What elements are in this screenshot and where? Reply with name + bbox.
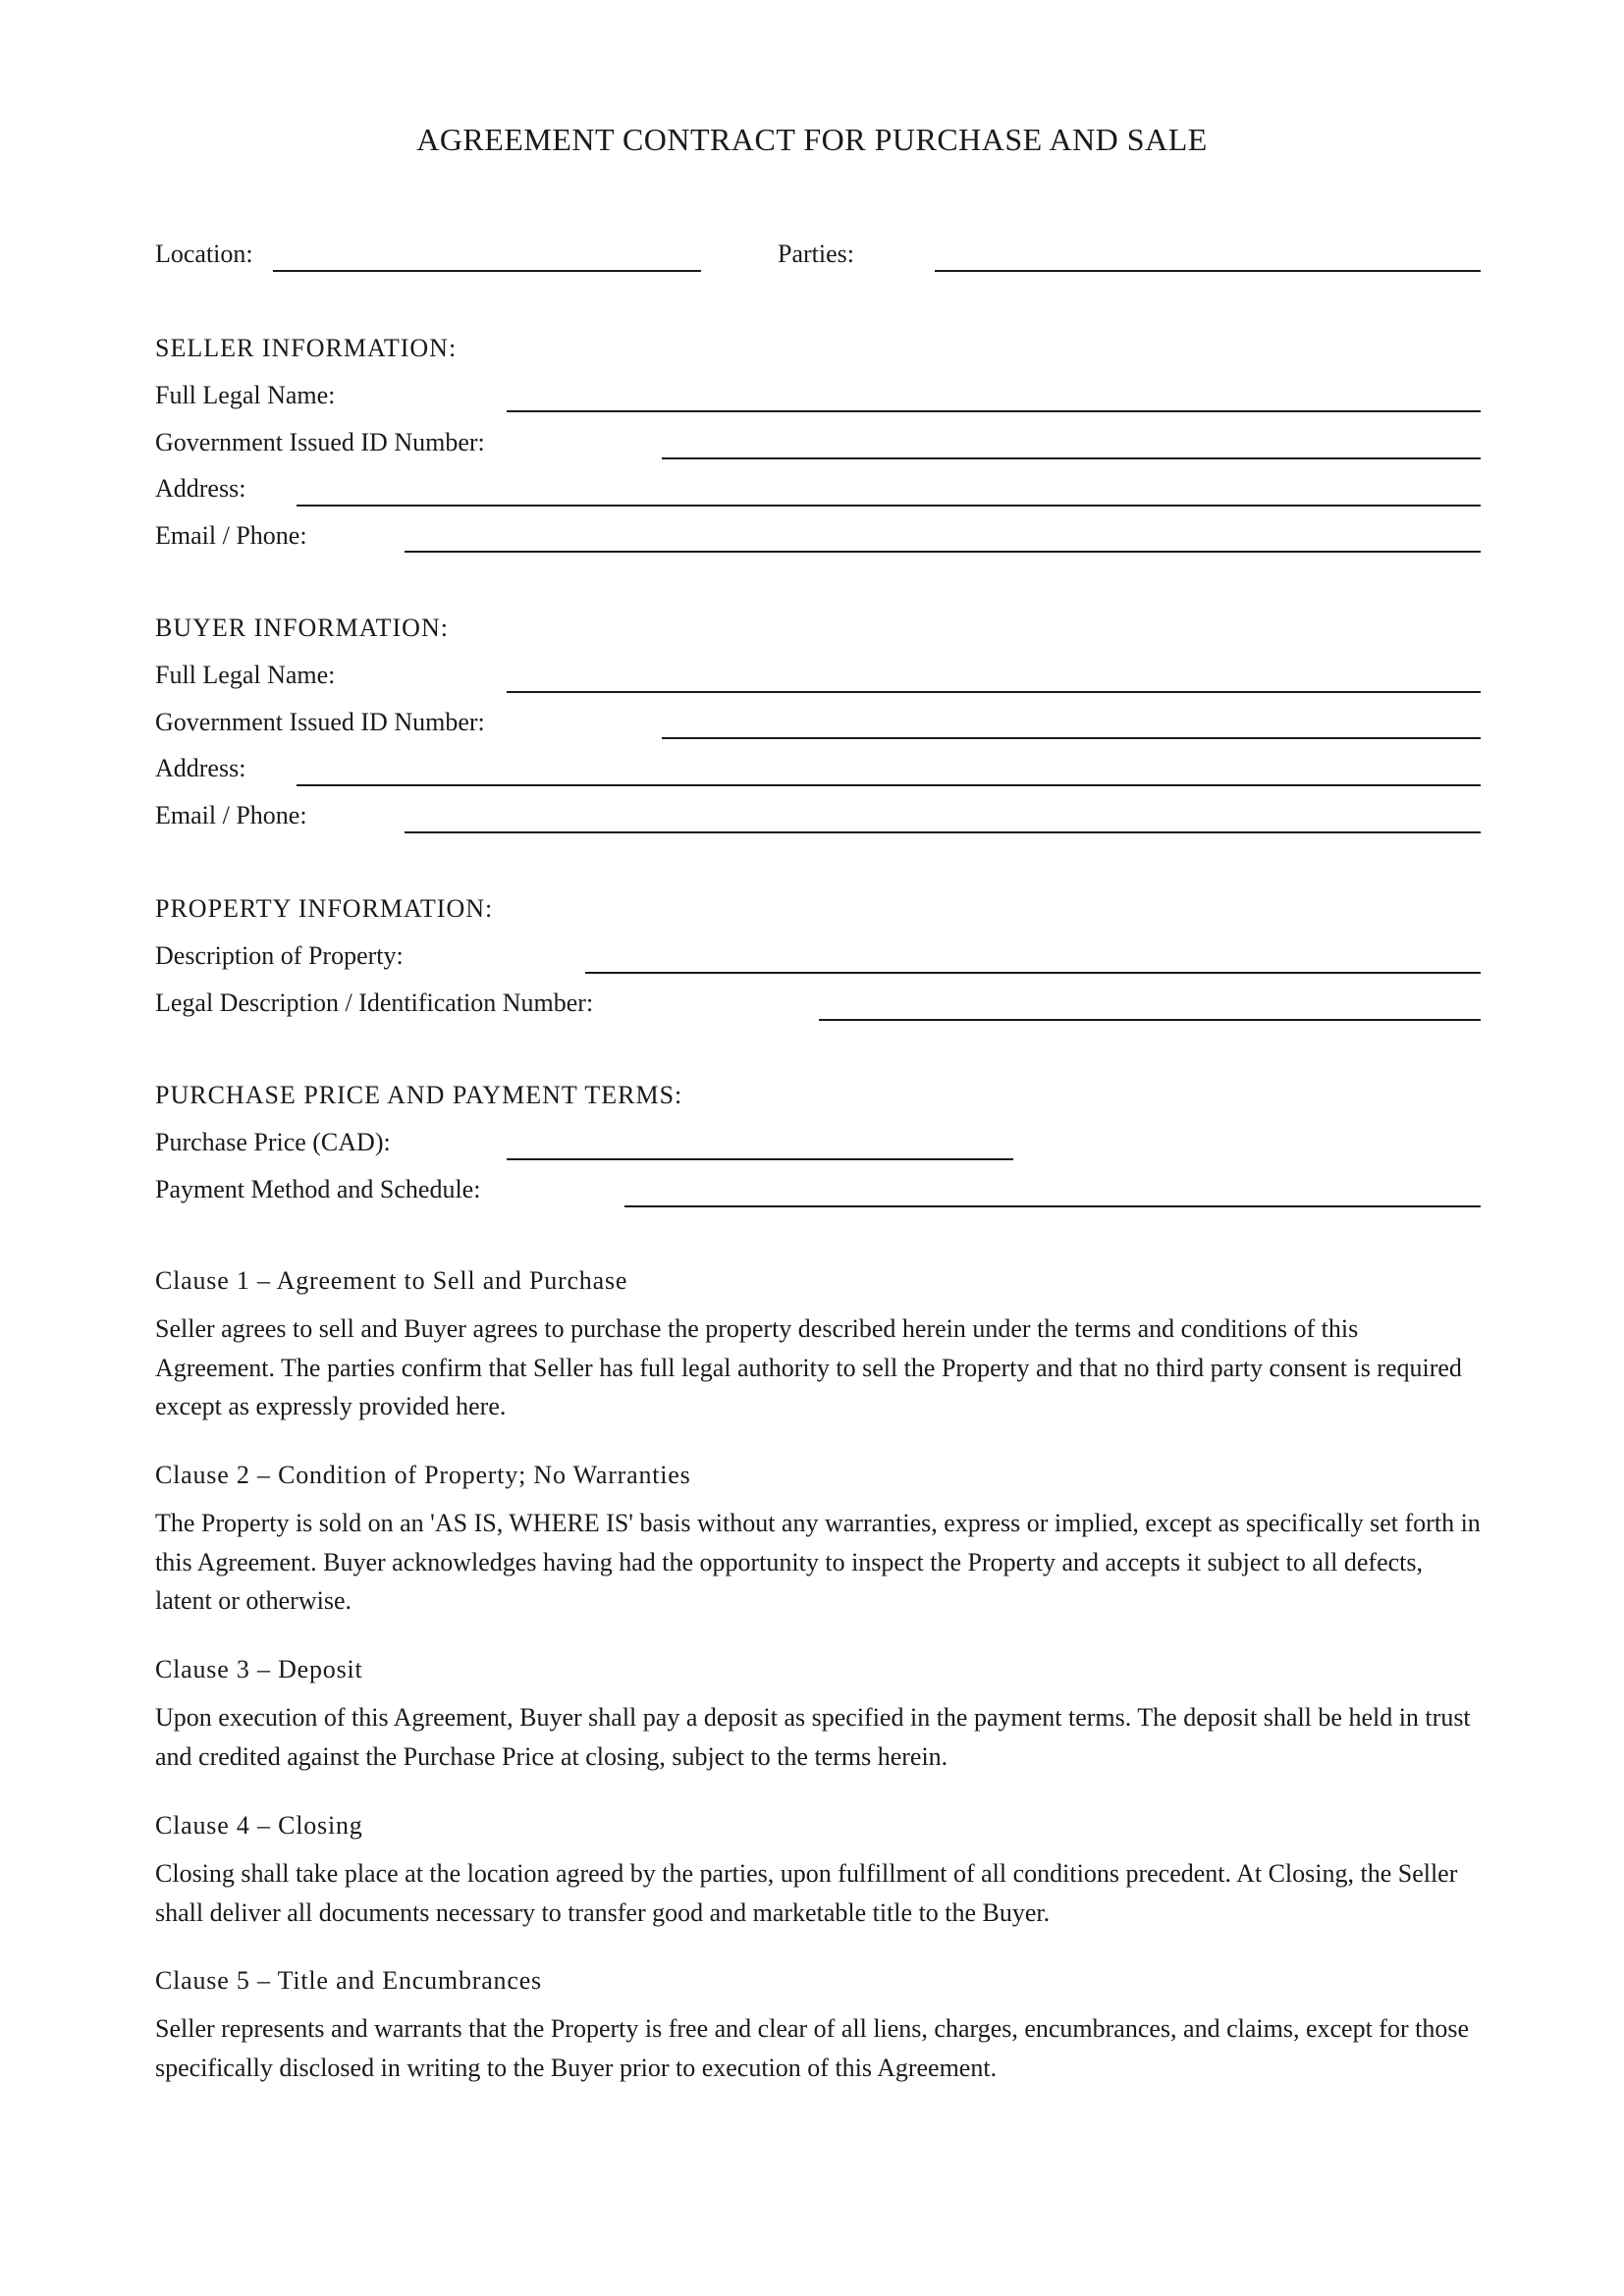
- seller-address-label: Address:: [155, 474, 246, 503]
- property-description-field[interactable]: [585, 972, 1481, 974]
- clause-5-body: Seller represents and warrants that the Property is free and clear of all liens, charges, encumbrances, and claims, except for those specifically disclosed in writing to the Buyer prior to execution of this Agreement.: [155, 2014, 1469, 2082]
- seller-heading: SELLER INFORMATION:: [155, 334, 458, 362]
- location-label: Location:: [155, 240, 253, 268]
- buyer-contact-field[interactable]: [405, 831, 1481, 833]
- clause-3-body: Upon execution of this Agreement, Buyer shall pay a deposit as specified in the payment terms. The deposit shall be held in trust and credited against the Purchase Price at closing, subject to the terms herein.: [155, 1703, 1471, 1771]
- seller-id-field[interactable]: [662, 457, 1481, 459]
- purchase-price-label: Purchase Price (CAD):: [155, 1128, 391, 1156]
- document-title: AGREEMENT CONTRACT FOR PURCHASE AND SALE: [416, 122, 1208, 157]
- buyer-id-field[interactable]: [662, 737, 1481, 739]
- buyer-contact-label: Email / Phone:: [155, 801, 307, 829]
- property-legal-label: Legal Description / Identification Number:: [155, 988, 594, 1017]
- clause-2-title: Clause 2 – Condition of Property; No Warranties: [155, 1461, 691, 1489]
- property-legal-field[interactable]: [819, 1019, 1481, 1021]
- clause-3-title: Clause 3 – Deposit: [155, 1655, 363, 1683]
- payment-method-field[interactable]: [624, 1205, 1481, 1207]
- buyer-address-label: Address:: [155, 754, 246, 782]
- seller-full-name-field[interactable]: [507, 410, 1481, 412]
- clause-4-title: Clause 4 – Closing: [155, 1811, 363, 1840]
- clause-2-body: The Property is sold on an 'AS IS, WHERE IS' basis without any warranties, express or implied, except as specifically set forth in this Agreement. Buyer acknowledges having had the opportunity to inspect the Property and accepts it subject to all defects, latent or otherwise.: [155, 1509, 1481, 1615]
- clause-1-body: Seller agrees to sell and Buyer agrees to purchase the property described herein under the terms and conditions of this Agreement. The parties confirm that Seller has full legal authority to sell the Property and that no third party consent is required except as expressly provided here.: [155, 1314, 1462, 1420]
- clause-5-title: Clause 5 – Title and Encumbrances: [155, 1966, 542, 1995]
- parties-field[interactable]: [935, 270, 1481, 272]
- property-description-label: Description of Property:: [155, 941, 404, 970]
- buyer-id-label: Government Issued ID Number:: [155, 708, 485, 736]
- seller-contact-field[interactable]: [405, 551, 1481, 553]
- property-heading: PROPERTY INFORMATION:: [155, 894, 494, 923]
- location-field[interactable]: [273, 270, 701, 272]
- buyer-heading: BUYER INFORMATION:: [155, 614, 449, 642]
- buyer-full-name-field[interactable]: [507, 691, 1481, 693]
- seller-full-name-label: Full Legal Name:: [155, 381, 336, 409]
- buyer-full-name-label: Full Legal Name:: [155, 661, 336, 689]
- payment-heading: PURCHASE PRICE AND PAYMENT TERMS:: [155, 1081, 683, 1109]
- seller-address-field[interactable]: [297, 505, 1481, 507]
- seller-id-label: Government Issued ID Number:: [155, 428, 485, 456]
- buyer-address-field[interactable]: [297, 784, 1481, 786]
- clause-1-title: Clause 1 – Agreement to Sell and Purchase: [155, 1266, 628, 1295]
- payment-method-label: Payment Method and Schedule:: [155, 1175, 481, 1203]
- purchase-price-field[interactable]: [507, 1158, 1013, 1160]
- clause-4-body: Closing shall take place at the location agreed by the parties, upon fulfillment of all conditions precedent. At Closing, the Seller shall deliver all documents necessary to transfer good and marketable title to the Buyer.: [155, 1859, 1458, 1927]
- seller-contact-label: Email / Phone:: [155, 521, 307, 550]
- parties-label: Parties:: [778, 240, 854, 268]
